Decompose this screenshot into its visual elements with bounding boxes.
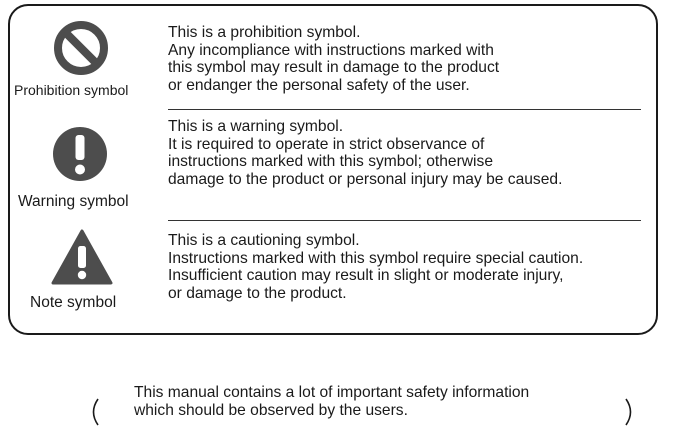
prohibition-line-1: This is a prohibition symbol.	[168, 24, 361, 41]
warning-line-1: This is a warning symbol.	[168, 118, 344, 135]
caution-line-2: Instructions marked with this symbol require special caution.	[168, 249, 584, 267]
warning-line-2: It is required to operate in strict observance of	[168, 135, 485, 153]
prohibition-line-2: Any incompliance with instructions marked with	[168, 41, 494, 59]
warning-line-4: damage to the product or personal injury may be caused.	[168, 170, 563, 188]
warning-exclamation-icon	[52, 126, 108, 182]
caution-description	[168, 232, 583, 302]
section-divider	[168, 109, 641, 110]
footer-line-2: which should be observed by the users.	[134, 402, 408, 419]
left-bracket-icon	[88, 398, 100, 426]
caution-line-4: or damage to the product.	[168, 284, 347, 302]
warning-description	[168, 118, 562, 188]
note-symbol-label: Note symbol	[30, 294, 117, 311]
prohibition-description	[168, 24, 499, 94]
prohibition-line-4: or endanger the personal safety of the user.	[168, 76, 470, 94]
caution-triangle-icon	[51, 229, 113, 285]
right-bracket-icon	[624, 398, 636, 426]
section-divider	[168, 220, 641, 221]
warning-line-3: instructions marked with this symbol; otherwise	[168, 153, 493, 170]
prohibition-symbol-label: Prohibition symbol	[14, 82, 129, 98]
caution-line-3: Insufficient caution may result in slight or moderate injury,	[168, 267, 564, 284]
prohibition-line-3: this symbol may result in damage to the product	[168, 59, 500, 76]
warning-symbol-label: Warning symbol	[18, 193, 129, 210]
prohibition-icon	[52, 19, 110, 77]
caution-line-1: This is a cautioning symbol.	[168, 232, 360, 249]
footer-line-1: This manual contains a lot of important safety information	[134, 384, 530, 401]
footer-text	[134, 384, 529, 420]
safety-footer-note	[88, 384, 636, 426]
